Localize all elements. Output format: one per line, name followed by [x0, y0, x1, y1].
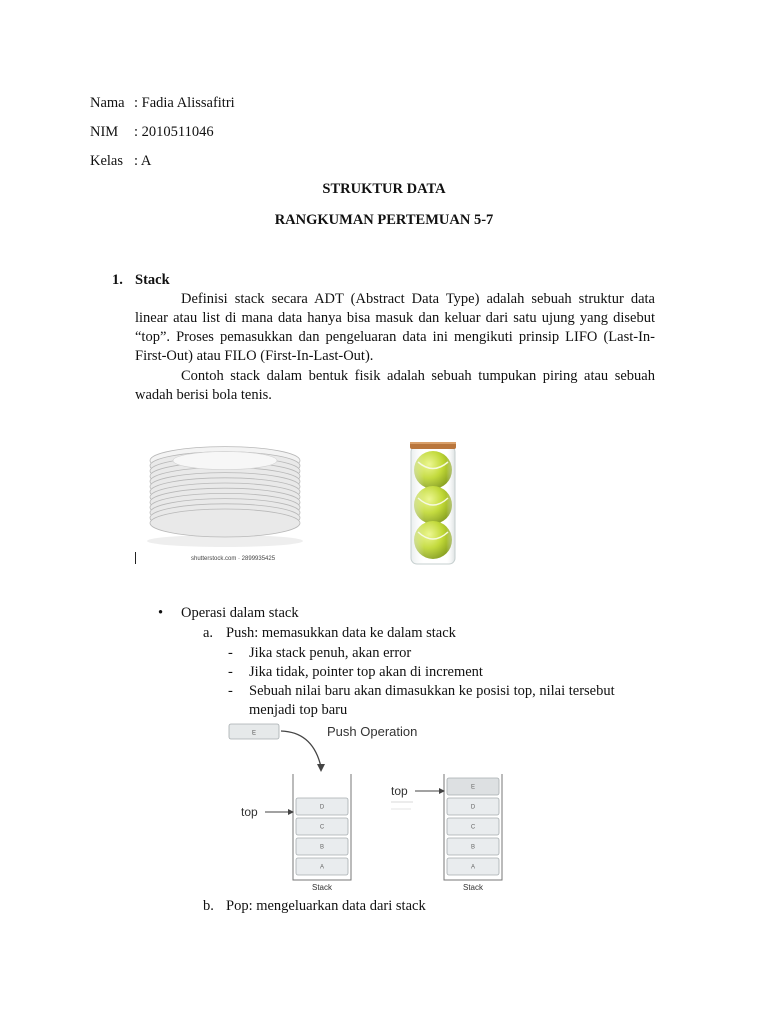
document-subtitle: RANGKUMAN PERTEMUAN 5-7	[274, 212, 494, 228]
name-value: : Fadia Alissafitri	[134, 95, 235, 111]
dash-1: -	[228, 645, 233, 661]
operations-bullet: Operasi dalam stack	[181, 605, 299, 621]
push-point: Jika tidak, pointer top akan di increment	[249, 664, 483, 680]
section-heading: Stack	[135, 272, 170, 288]
plates-caption: shutterstock.com · 2899935425	[191, 556, 276, 562]
kelas-value: : A	[134, 153, 152, 169]
stack-block-label: D	[470, 804, 476, 811]
pop-text: Pop: mengeluarkan data dari stack	[226, 898, 426, 914]
bullet-dot: •	[158, 605, 164, 621]
push-operation-diagram	[225, 722, 515, 897]
section-number: 1.	[112, 272, 123, 288]
incoming-letter: E	[251, 730, 257, 737]
cursor-mark	[135, 552, 136, 564]
stack-block-label: C	[470, 824, 476, 831]
push-text: Push: memasukkan data ke dalam stack	[226, 625, 456, 641]
stack-block-label: B	[470, 844, 476, 851]
stack-block-label: A	[319, 864, 325, 871]
plates-illustration	[135, 405, 315, 565]
example-paragraph: Contoh stack dalam bentuk fisik adalah sebuah tumpukan piring atau sebuah wadah berisi bola tenis.	[135, 368, 655, 403]
nim-value: : 2010511046	[134, 124, 214, 140]
dash-2: -	[228, 664, 233, 680]
push-label: a.	[203, 625, 214, 641]
document-title: STRUKTUR DATA	[322, 181, 446, 197]
top-label-left: top	[241, 805, 258, 819]
kelas-label: Kelas	[90, 153, 124, 169]
push-point: Jika stack penuh, akan error	[249, 645, 412, 661]
push-point: menjadi top baru	[249, 702, 348, 718]
stack-block-label: E	[470, 784, 476, 791]
plates-image	[135, 405, 315, 565]
diagram-title: Push Operation	[327, 724, 418, 739]
name-label: Nama	[90, 95, 125, 111]
push-point: Sebuah nilai baru akan dimasukkan ke posisi top, nilai tersebut	[249, 683, 615, 699]
stack-block-label: B	[319, 844, 325, 851]
top-label-right: top	[391, 784, 408, 798]
tennis-ball-image	[377, 420, 487, 585]
nim-label: NIM	[90, 124, 119, 140]
stack-label-left: Stack	[311, 883, 333, 892]
stack-label-right: Stack	[462, 883, 484, 892]
pop-label: b.	[203, 898, 214, 914]
definition-paragraph: Definisi stack secara ADT (Abstract Data Type) adalah sebuah struktur data linear atau list di mana data hanya bisa masuk dan keluar dari satu ujung yang disebut “top”. Proses pemasukkan dan pengeluaran data ini mengikuti prinsip LIFO (Last-In-First-Out) atau FILO (First-In-Last-Out).	[135, 291, 655, 364]
plate	[150, 509, 300, 537]
plate-well	[173, 452, 277, 470]
tennis-ball-tube-illustration	[377, 420, 487, 585]
stack-block-label: A	[470, 864, 476, 871]
dash-3: -	[228, 683, 233, 699]
stack-block-label: D	[319, 804, 325, 811]
push-diagram-svg	[225, 722, 515, 897]
stack-block-label: C	[319, 824, 325, 831]
